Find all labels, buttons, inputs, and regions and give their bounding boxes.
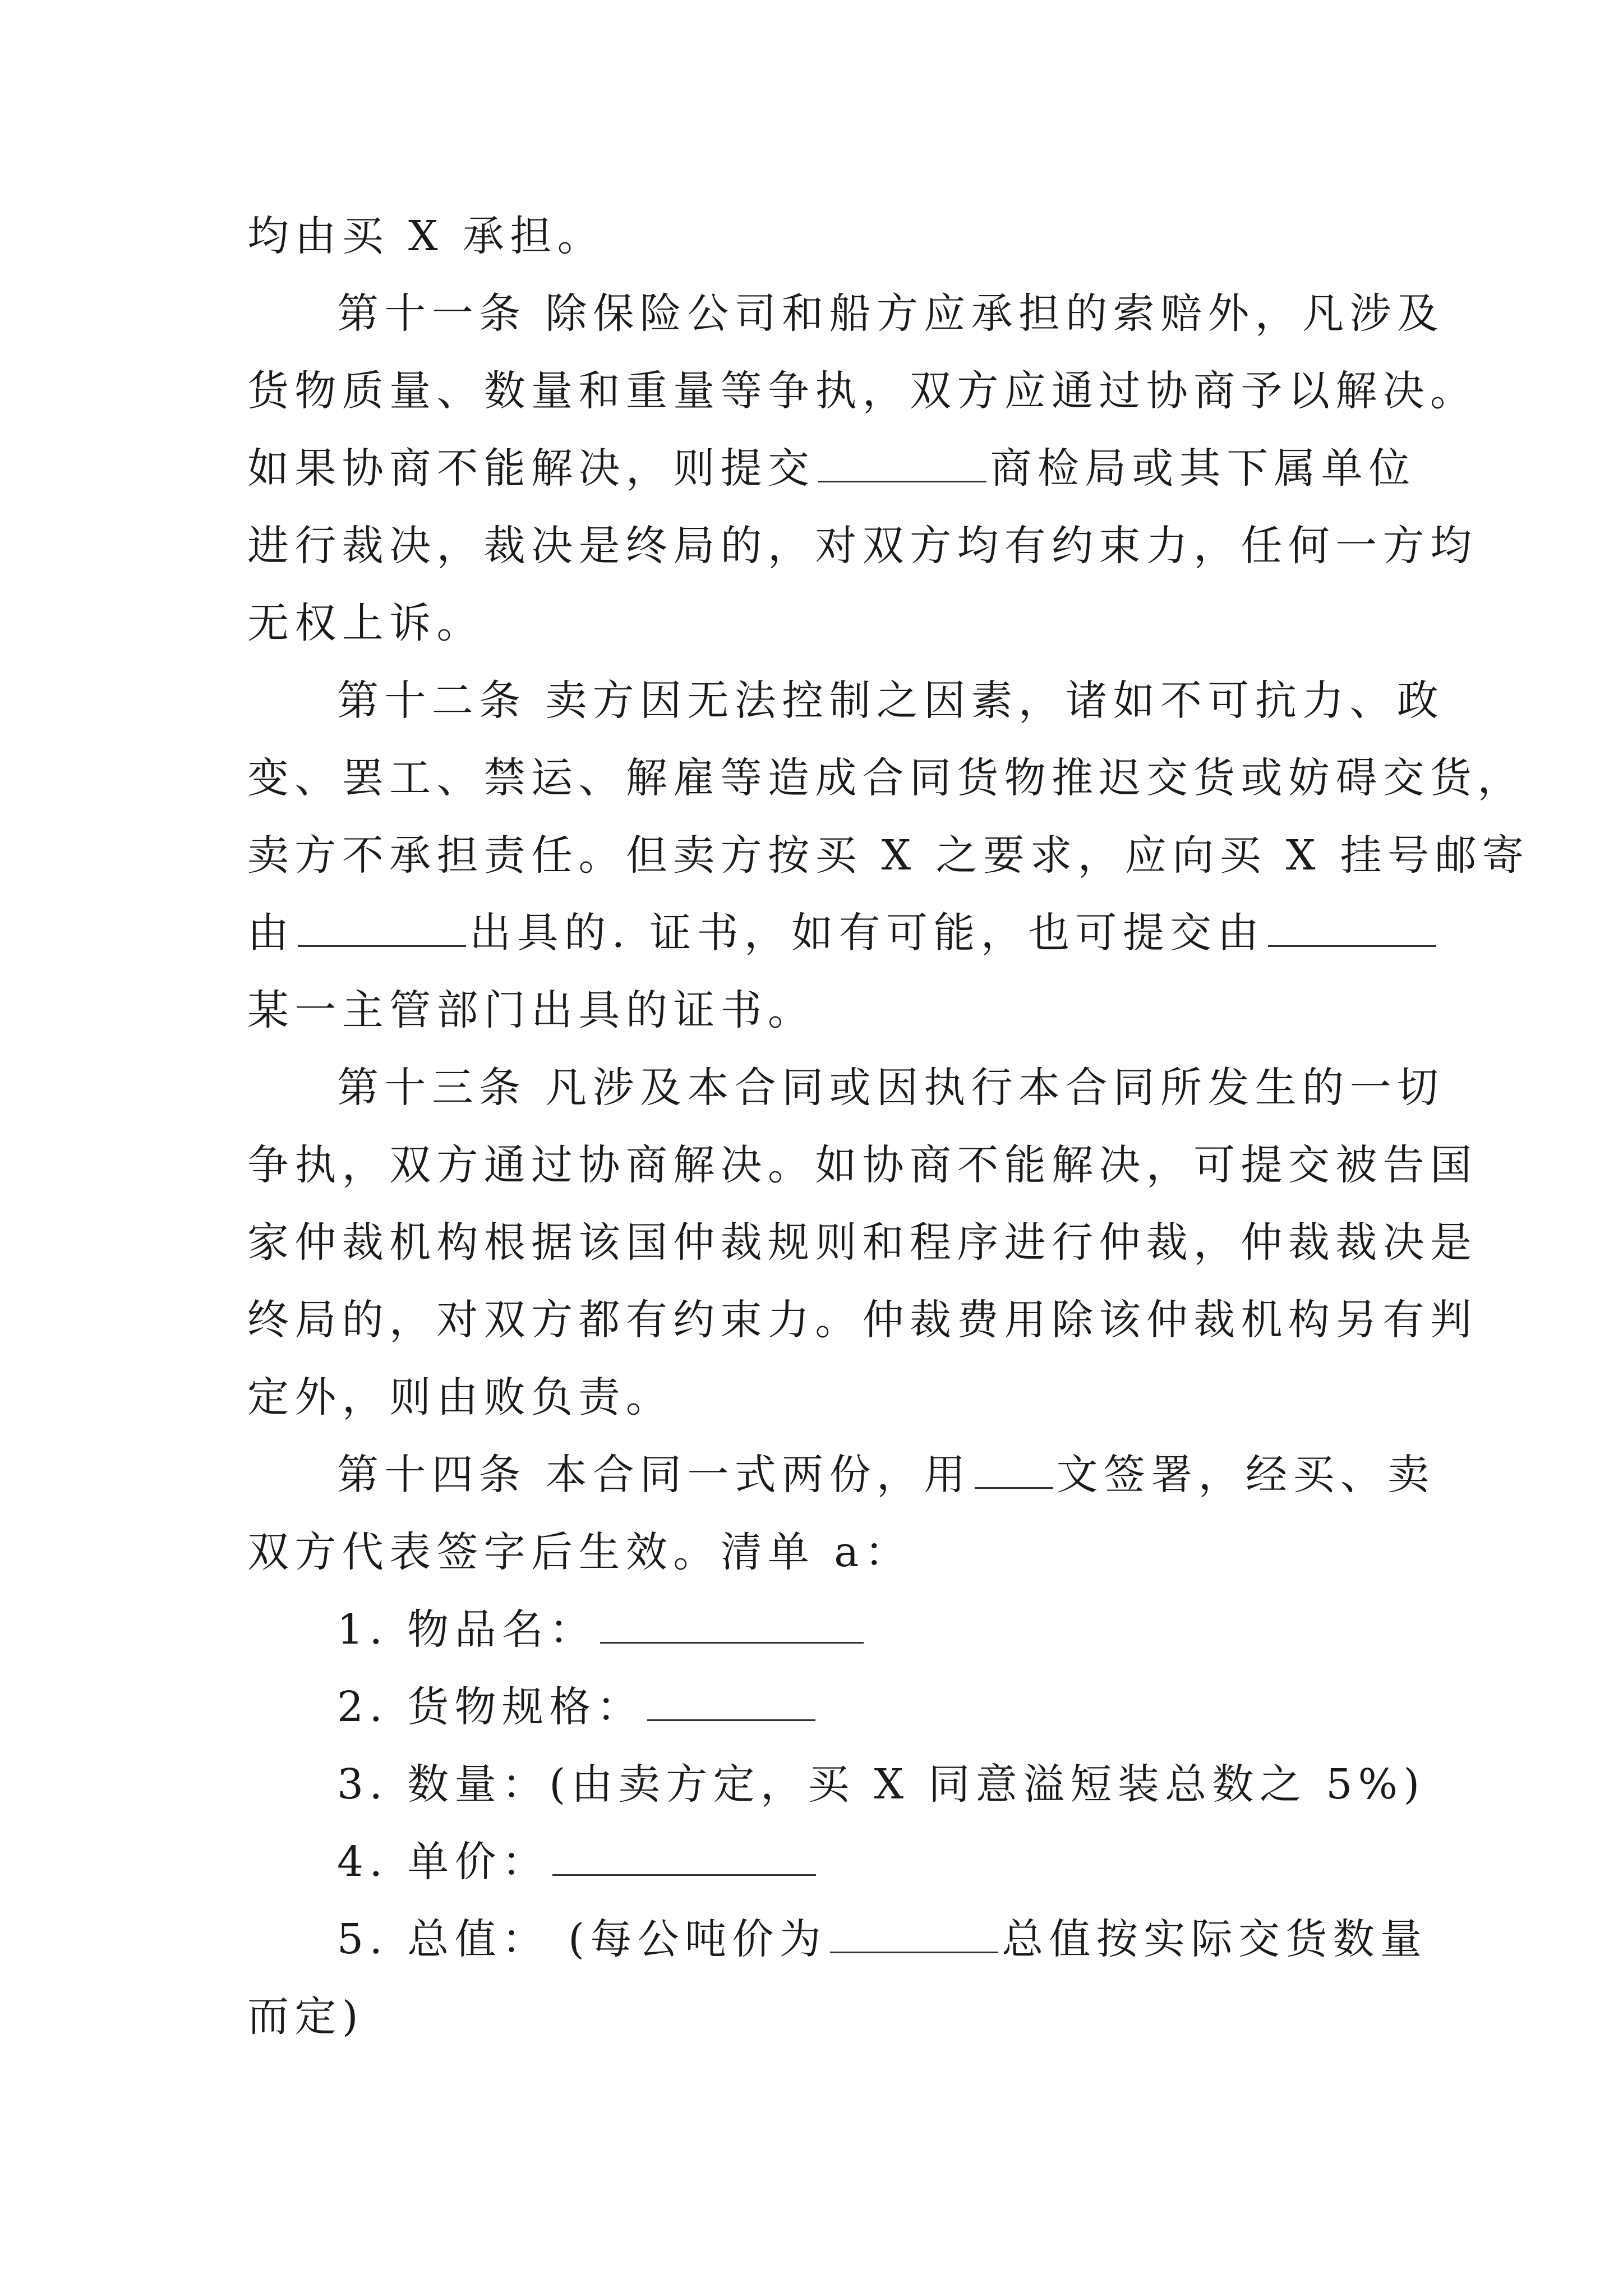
list-item	[247, 1746, 1426, 1823]
blank-field[interactable]	[600, 1609, 864, 1644]
text-line	[247, 1978, 1386, 2055]
list-item	[247, 1668, 1386, 1746]
blank-field[interactable]	[830, 1919, 998, 1953]
text-segment: 由	[247, 909, 295, 957]
text-segment: 2. 货物规格：	[337, 1683, 644, 1731]
blank-field[interactable]	[298, 913, 466, 947]
text-segment: 第十二条 卖方因无法控制之因素，诸如不可抗力、政	[337, 677, 1445, 725]
article-13-heading-line	[247, 1049, 1445, 1126]
text-line	[247, 585, 1386, 662]
text-line	[247, 739, 1525, 817]
text-line	[247, 430, 1416, 507]
text-line	[247, 972, 1386, 1049]
article-14-heading-line	[247, 1436, 1435, 1513]
text-line	[247, 1126, 1478, 1204]
text-segment: 进行裁决，裁决是终局的，对双方均有约束力，任何一方均	[247, 522, 1478, 570]
text-line	[247, 197, 1386, 275]
text-segment: 3. 数量：(由卖方定，买 X 同意溢短装总数之 5%)	[337, 1760, 1426, 1809]
blank-field[interactable]	[552, 1842, 816, 1876]
text-segment: 第十一条 除保险公司和船方应承担的索赔外，凡涉及	[337, 289, 1445, 338]
text-segment: 争执，双方通过协商解决。如协商不能解决，可提交被告国	[247, 1141, 1478, 1189]
text-segment: 无权上诉。	[247, 599, 484, 647]
text-segment: 某一主管部门出具的证书。	[247, 986, 815, 1034]
text-segment: 商检局或其下属单位	[990, 444, 1416, 493]
text-segment: 定外，则由败负责。	[247, 1373, 674, 1421]
article-11-heading-line	[247, 275, 1445, 352]
text-line	[247, 507, 1478, 585]
text-line	[247, 817, 1530, 894]
contract-page	[247, 197, 1530, 2055]
text-line	[247, 1359, 1386, 1436]
text-segment: 终局的，对双方都有约束力。仲裁费用除该仲裁机构另有判	[247, 1296, 1478, 1344]
list-item	[247, 1901, 1428, 1978]
blank-field[interactable]	[818, 448, 986, 482]
text-line	[247, 1204, 1478, 1281]
text-line	[247, 1281, 1478, 1359]
text-segment: 而定)	[247, 1993, 364, 2041]
text-line	[247, 894, 1386, 972]
text-segment: 文签署，经买、卖	[1056, 1451, 1435, 1499]
text-segment: 4. 单价：	[337, 1838, 550, 1886]
text-segment: 第十三条 凡涉及本合同或因执行本合同所发生的一切	[337, 1064, 1445, 1112]
list-item	[247, 1591, 1386, 1668]
text-segment: 均由买 X 承担。	[247, 212, 605, 260]
list-item	[247, 1823, 1386, 1901]
text-segment: 变、罢工、禁运、解雇等造成合同货物推迟交货或妨碍交货，	[247, 754, 1525, 802]
blank-field[interactable]	[647, 1687, 815, 1721]
text-line	[247, 352, 1478, 430]
text-segment: 双方代表签字后生效。清单 a：	[247, 1528, 912, 1576]
text-segment: 5. 总值： (每公吨价为	[337, 1915, 827, 1963]
text-line	[247, 1513, 1386, 1591]
text-segment: 货物质量、数量和重量等争执，双方应通过协商予以解决。	[247, 367, 1478, 415]
text-segment: 1. 物品名：	[337, 1605, 597, 1654]
text-segment: 总值按实际交货数量	[1002, 1915, 1428, 1963]
text-segment: 出具的. 证书，如有可能，也可提交由	[469, 909, 1265, 957]
text-segment: 卖方不承担责任。但卖方按买 X 之要求，应向买 X 挂号邮寄	[247, 831, 1530, 880]
article-12-heading-line	[247, 662, 1445, 739]
text-segment: 第十四条 本合同一式两份，用	[337, 1451, 971, 1499]
blank-field[interactable]	[1268, 913, 1436, 947]
text-segment: 家仲裁机构根据该国仲裁规则和程序进行仲裁，仲裁裁决是	[247, 1218, 1478, 1267]
text-segment: 如果协商不能解决，则提交	[247, 444, 815, 493]
blank-field[interactable]	[975, 1455, 1053, 1489]
